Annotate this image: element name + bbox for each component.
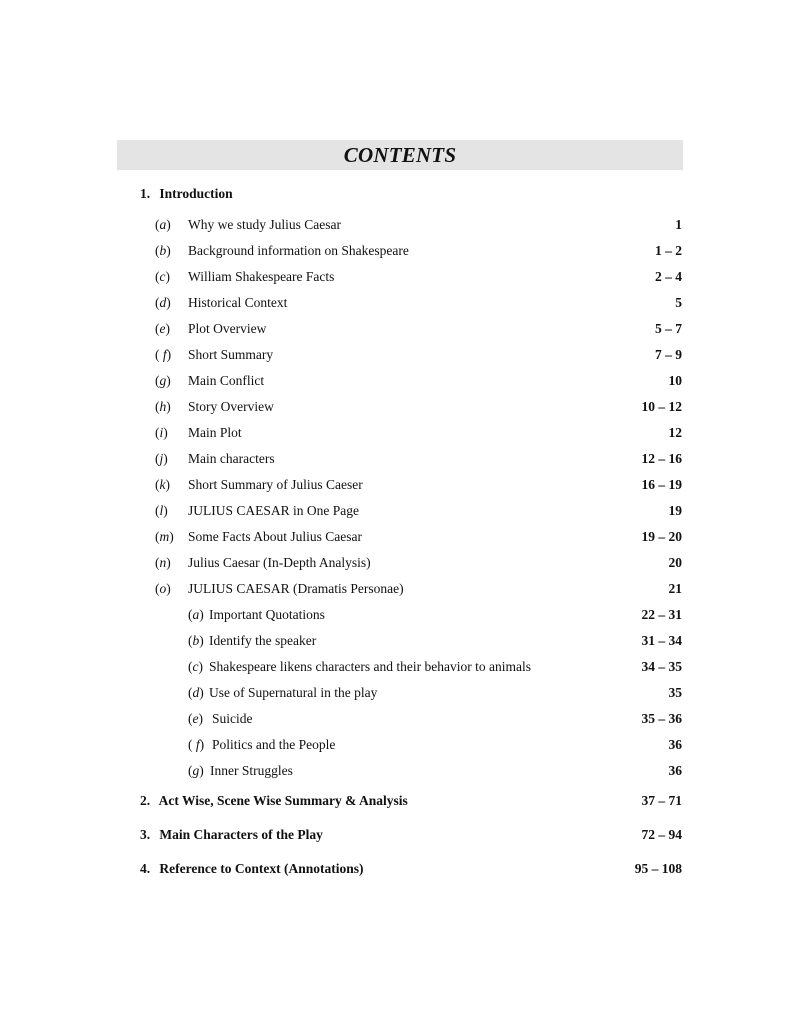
section-pages-4: 95 – 108 bbox=[634, 861, 682, 876]
entry-letter: ( f) bbox=[155, 347, 172, 362]
section-pages-3: 72 – 94 bbox=[641, 827, 682, 842]
toc-subentry bbox=[0, 684, 800, 702]
toc-entry bbox=[0, 216, 800, 234]
toc-subentry bbox=[0, 658, 800, 676]
subentry-letter: ( f) bbox=[188, 737, 205, 752]
toc-entry bbox=[0, 476, 800, 494]
entry-pages: 20 bbox=[668, 555, 682, 570]
toc-subentry bbox=[0, 710, 800, 728]
toc-entry bbox=[0, 242, 800, 260]
title-bar bbox=[117, 140, 683, 170]
entry-letter: (m) bbox=[155, 529, 174, 544]
subentry-pages: 35 – 36 bbox=[641, 711, 682, 726]
entry-letter: (k) bbox=[155, 477, 170, 492]
entry-letter: (e) bbox=[155, 321, 170, 336]
entry-letter: (n) bbox=[155, 555, 171, 570]
subentry-pages: 22 – 31 bbox=[641, 607, 682, 622]
toc-entry bbox=[0, 346, 800, 364]
entry-pages: 5 – 7 bbox=[655, 321, 682, 336]
toc-entry bbox=[0, 554, 800, 572]
entry-title: Short Summary bbox=[188, 347, 274, 362]
entry-pages: 12 bbox=[668, 425, 682, 440]
subentry-letter: (c) bbox=[188, 659, 203, 674]
section-number: 2. bbox=[140, 793, 151, 808]
entry-title: Main characters bbox=[188, 451, 275, 466]
entry-title: Main Plot bbox=[188, 425, 242, 440]
toc-entry bbox=[0, 502, 800, 520]
entry-title: JULIUS CAESAR (Dramatis Personae) bbox=[188, 581, 404, 596]
entry-pages: 2 – 4 bbox=[655, 269, 682, 284]
toc-entry bbox=[0, 320, 800, 338]
entry-letter: (a) bbox=[155, 217, 171, 232]
subentry-letter: (e) bbox=[188, 711, 203, 726]
entry-title: Plot Overview bbox=[188, 321, 267, 336]
toc-subentry bbox=[0, 632, 800, 650]
subentry-pages: 36 bbox=[668, 737, 682, 752]
entry-title: Story Overview bbox=[188, 399, 274, 414]
subentry-title: Inner Struggles bbox=[210, 763, 293, 778]
entry-letter: (d) bbox=[155, 295, 171, 310]
entry-title: William Shakespeare Facts bbox=[188, 269, 335, 284]
entry-title: Background information on Shakespeare bbox=[188, 243, 409, 258]
subentry-title: Politics and the People bbox=[212, 737, 336, 752]
toc-entry bbox=[0, 528, 800, 546]
entry-title: Some Facts About Julius Caesar bbox=[188, 529, 362, 544]
entry-letter: (b) bbox=[155, 243, 171, 258]
toc-entry bbox=[0, 398, 800, 416]
subentry-pages: 36 bbox=[668, 763, 682, 778]
entry-letter: (j) bbox=[155, 451, 168, 466]
entry-pages: 19 – 20 bbox=[641, 529, 682, 544]
toc-subentry bbox=[0, 606, 800, 624]
entry-letter: (i) bbox=[155, 425, 168, 440]
entry-pages: 12 – 16 bbox=[641, 451, 682, 466]
section-heading-2 bbox=[140, 792, 408, 810]
subentry-letter: (g) bbox=[188, 763, 204, 778]
entry-title: JULIUS CAESAR in One Page bbox=[188, 503, 359, 518]
entry-letter: (o) bbox=[155, 581, 171, 596]
section-title: Introduction bbox=[159, 186, 233, 201]
toc-entry bbox=[0, 372, 800, 390]
entry-letter: (c) bbox=[155, 269, 170, 284]
subentry-title: Important Quotations bbox=[209, 607, 325, 622]
toc-entry bbox=[0, 580, 800, 598]
entry-title: Why we study Julius Caesar bbox=[188, 217, 341, 232]
section-heading-4 bbox=[140, 860, 363, 878]
subentry-title: Identify the speaker bbox=[209, 633, 317, 648]
entry-pages: 16 – 19 bbox=[641, 477, 682, 492]
entry-pages: 10 bbox=[668, 373, 682, 388]
toc-subentry bbox=[0, 762, 800, 780]
subentry-pages: 35 bbox=[668, 685, 682, 700]
toc-subentry bbox=[0, 736, 800, 754]
toc-entry bbox=[0, 450, 800, 468]
toc-entry bbox=[0, 424, 800, 442]
toc-entry bbox=[0, 268, 800, 286]
entry-pages: 7 – 9 bbox=[655, 347, 682, 362]
entry-pages: 1 – 2 bbox=[655, 243, 682, 258]
section-title: Main Characters of the Play bbox=[159, 827, 323, 842]
section-number: 4. bbox=[140, 861, 151, 876]
subentry-pages: 34 – 35 bbox=[641, 659, 682, 674]
entry-title: Julius Caesar (In-Depth Analysis) bbox=[188, 555, 371, 570]
entry-pages: 5 bbox=[675, 295, 682, 310]
subentry-letter: (d) bbox=[188, 685, 204, 700]
entry-title: Historical Context bbox=[188, 295, 288, 310]
entry-title: Short Summary of Julius Caeser bbox=[188, 477, 363, 492]
section-pages-2: 37 – 71 bbox=[641, 793, 682, 808]
section-heading-1 bbox=[140, 185, 233, 203]
entry-letter: (l) bbox=[155, 503, 168, 518]
section-number: 1. bbox=[140, 186, 151, 201]
subentry-title: Shakespeare likens characters and their behavior to animals bbox=[209, 659, 531, 674]
entry-pages: 19 bbox=[668, 503, 682, 518]
toc-entry bbox=[0, 294, 800, 312]
entry-letter: (h) bbox=[155, 399, 171, 414]
section-title: Act Wise, Scene Wise Summary & Analysis bbox=[158, 793, 408, 808]
entry-pages: 1 bbox=[675, 217, 682, 232]
subentry-pages: 31 – 34 bbox=[641, 633, 682, 648]
subentry-title: Suicide bbox=[212, 711, 253, 726]
entry-title: Main Conflict bbox=[188, 373, 265, 388]
entry-letter: (g) bbox=[155, 373, 171, 388]
subentry-letter: (a) bbox=[188, 607, 204, 622]
section-heading-3 bbox=[140, 826, 323, 844]
entry-pages: 10 – 12 bbox=[641, 399, 682, 414]
page-title: CONTENTS bbox=[343, 143, 457, 167]
subentry-title: Use of Supernatural in the play bbox=[209, 685, 378, 700]
subentry-letter: (b) bbox=[188, 633, 204, 648]
entry-pages: 21 bbox=[668, 581, 682, 596]
section-number: 3. bbox=[140, 827, 151, 842]
section-title: Reference to Context (Annotations) bbox=[159, 861, 364, 876]
